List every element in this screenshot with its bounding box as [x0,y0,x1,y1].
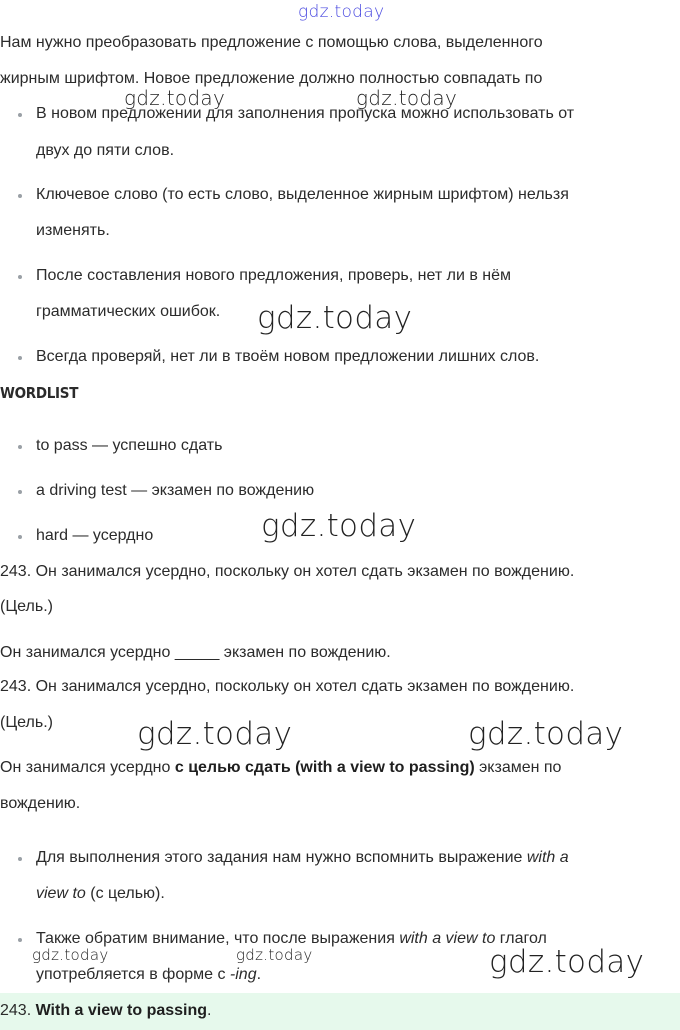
rule-3-line-1: После составления нового предложения, проверь, нет ли в нём [36,267,512,284]
bullet [18,857,22,861]
wordlist-item: hard — усердно [36,527,154,544]
bullet [18,356,22,360]
note-term: with a view to [399,930,496,947]
rule-1-line-1: В новом предложении для заполнения пропуска можно использовать от [36,105,575,122]
answer-text: With a view to passing [35,1002,208,1019]
wordlist-item: to pass — успешно сдать [36,437,223,454]
wordlist-item: a driving test — экзамен по вождению [36,482,315,499]
rule-2-line-2: изменять. [36,222,110,239]
bullet [18,445,22,449]
watermark: gdz.today [489,944,645,980]
bullet [18,535,22,539]
note-term: with a [526,849,569,866]
note-1-line-2 [36,885,165,903]
solution-line-1 [0,759,561,777]
watermark: gdz.today [261,508,417,544]
intro-line-2: жирным шрифтом. Новое предложение должно полностью совпадать по [0,70,543,87]
solution-line-2: вождению. [0,795,81,812]
note-text: (с целью). [85,885,165,902]
bullet [18,938,22,942]
solution-key-phrase: с целью сдать (with a view to passing) [174,759,475,776]
solution-text-before: Он занимался усердно [0,759,175,776]
note-1-line-1 [36,849,569,867]
bullet [18,113,22,117]
note-2-line-2 [36,966,261,984]
note-text: Для выполнения этого задания нам нужно вспомнить выражение [36,849,527,866]
watermark: gdz.today [236,946,313,964]
watermark: gdz.today [257,300,413,336]
rule-4-line-1: Всегда проверяй, нет ли в твоём новом предложении лишних слов. [36,348,540,365]
answer-number: 243. [0,1002,36,1019]
watermark: gdz.today [32,946,109,964]
task-sentence: 243. Он занимался усердно, поскольку он хотел сдать экзамен по вождению. [0,563,575,580]
rule-2-line-1: Ключевое слово (то есть слово, выделенное жирным шрифтом) нельзя [36,186,569,203]
task-sentence-repeat: 243. Он занимался усердно, поскольку он хотел сдать экзамен по вождению. [0,678,575,695]
task-gapped-sentence: Он занимался усердно _____ экзамен по вождению. [0,644,391,661]
task-hint: (Цель.) [0,598,53,615]
intro-line-1: Нам нужно преобразовать предложение с помощью слова, выделенного [0,34,543,51]
bullet [18,490,22,494]
watermark: gdz.today [298,2,385,22]
note-text: употребляется в форме с [36,966,230,983]
bullet [18,275,22,279]
watermark: gdz.today [137,716,293,752]
note-term: view to [36,885,86,902]
solution-text-after: экзамен по [474,759,562,776]
task-hint-repeat: (Цель.) [0,714,53,731]
note-text: . [256,966,262,983]
watermark: gdz.today [124,86,226,110]
note-text: глагол [495,930,547,947]
answer-line [0,1002,211,1020]
watermark: gdz.today [356,86,458,110]
watermark: gdz.today [468,716,624,752]
rule-3-line-2: грамматических ошибок. [36,303,221,320]
answer-end: . [207,1002,212,1019]
note-text: Также обратим внимание, что после выражения [36,930,400,947]
wordlist-heading: WORDLIST [0,384,79,402]
rule-1-line-2: двух до пяти слов. [36,142,175,159]
bullet [18,194,22,198]
note-term: -ing [229,966,257,983]
